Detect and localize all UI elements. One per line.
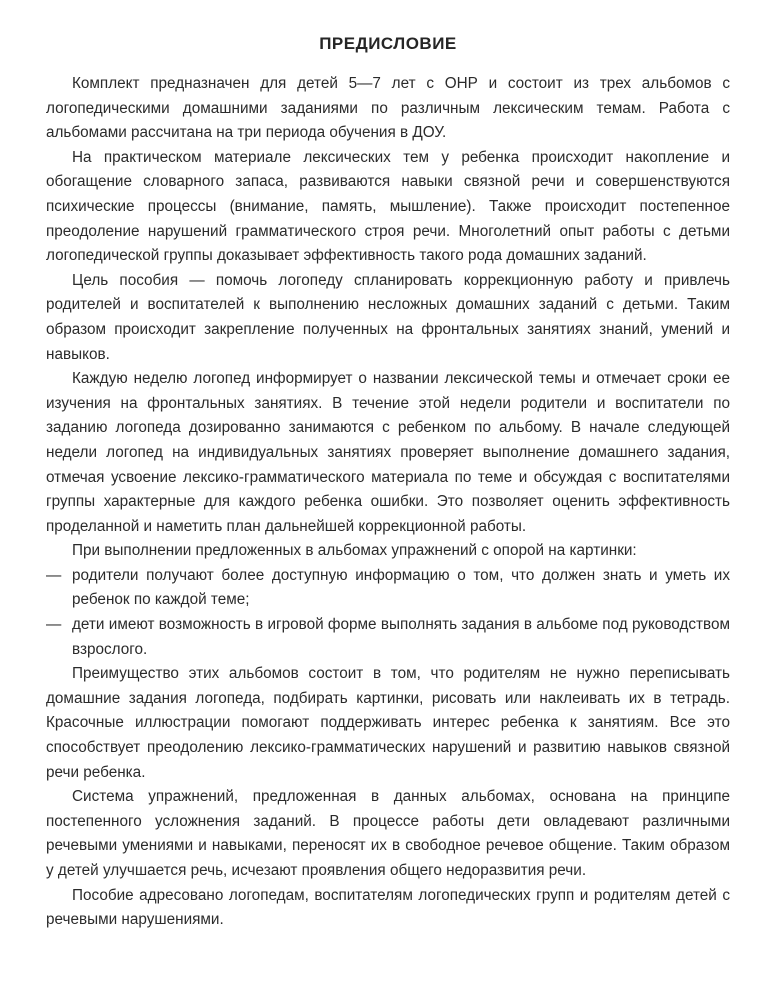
list-dash-marker: —	[46, 566, 62, 584]
paragraph-exercises: При выполнении предложенных в альбомах упражнений с опорой на картинки:	[72, 542, 637, 560]
list-item-text: дети имеют возможность в игровой форме выполнять задания в альбоме под руководством взрослого.	[72, 616, 730, 658]
paragraph-goal: Цель пособия — помочь логопеду спланировать коррекционную работу и привлечь родителей и воспитателей к выполнению несложных домашних заданий с детьми. Таким образом происходит закрепление полученных на фронтальных занятиях знаний, умений и навыков.	[46, 271, 730, 363]
list-item	[46, 564, 730, 613]
document-page	[46, 34, 730, 933]
paragraph-weekly: Каждую неделю логопед информирует о названии лексической темы и отмечает сроки ее изучения на фронтальных занятиях. В течение этой недели родители и воспитатели по заданию логопеда дозированно занимаются с ребенком по альбому. В начале следующей недели логопед на индивидуальных занятиях проверяет выполнение домашнего задания, отмечая усвоение лексико-грамматического материала по теме и обсуждая с воспитателями группы характерные для каждого ребенка ошибки. Это позволяет оценить эффективность проделанной и наметить план дальнейшей коррекционной работы.	[46, 370, 730, 535]
page-title: ПРЕДИСЛОВИЕ	[319, 34, 457, 53]
benefits-list	[46, 564, 730, 662]
list-item-text: родители получают более доступную информацию о том, что должен знать и уметь их ребенок по каждой теме;	[72, 566, 730, 609]
list-item	[46, 613, 730, 662]
paragraph-system: Система упражнений, предложенная в данных альбомах, основана на принципе постепенного усложнения заданий. В процессе работы дети овладевают различными речевыми умениями и навыками, переносят их в свободное речевое общение. Таким образом у детей улучшается речь, исчезают проявления общего недоразвития речи.	[46, 788, 730, 879]
list-dash-marker: —	[46, 616, 62, 634]
paragraph-intro: Комплект предназначен для детей 5—7 лет с ОНР и состоит из трех альбомов с логопедическими домашними заданиями по различным лексическим темам. Работа с альбомами рассчитана на три периода обучения в ДОУ.	[46, 75, 730, 142]
paragraph-practice: На практическом материале лексических тем у ребенка происходит накопление и обогащение словарного запаса, развиваются навыки связной речи и совершенствуются психические процессы (внимание, память, мышление). Также происходит постепенное преодоление нарушений грамматического строя речи. Многолетний опыт работы с детьми логопедической группы доказывает эффективность такого рода домашних заданий.	[46, 148, 730, 265]
paragraph-advantage: Преимущество этих альбомов состоит в том, что родителям не нужно переписывать домашние задания логопеда, подбирать картинки, рисовать или наклеивать их в тетрадь. Красочные иллюстрации помогают поддерживать интерес ребенка к занятиям. Все это способствует преодолению лексико-грамматических нарушений и развитию навыков связной речи ребенка.	[46, 665, 730, 781]
paragraph-audience: Пособие адресовано логопедам, воспитателям логопедических групп и родителям детей с речевыми нарушениями.	[46, 886, 730, 929]
